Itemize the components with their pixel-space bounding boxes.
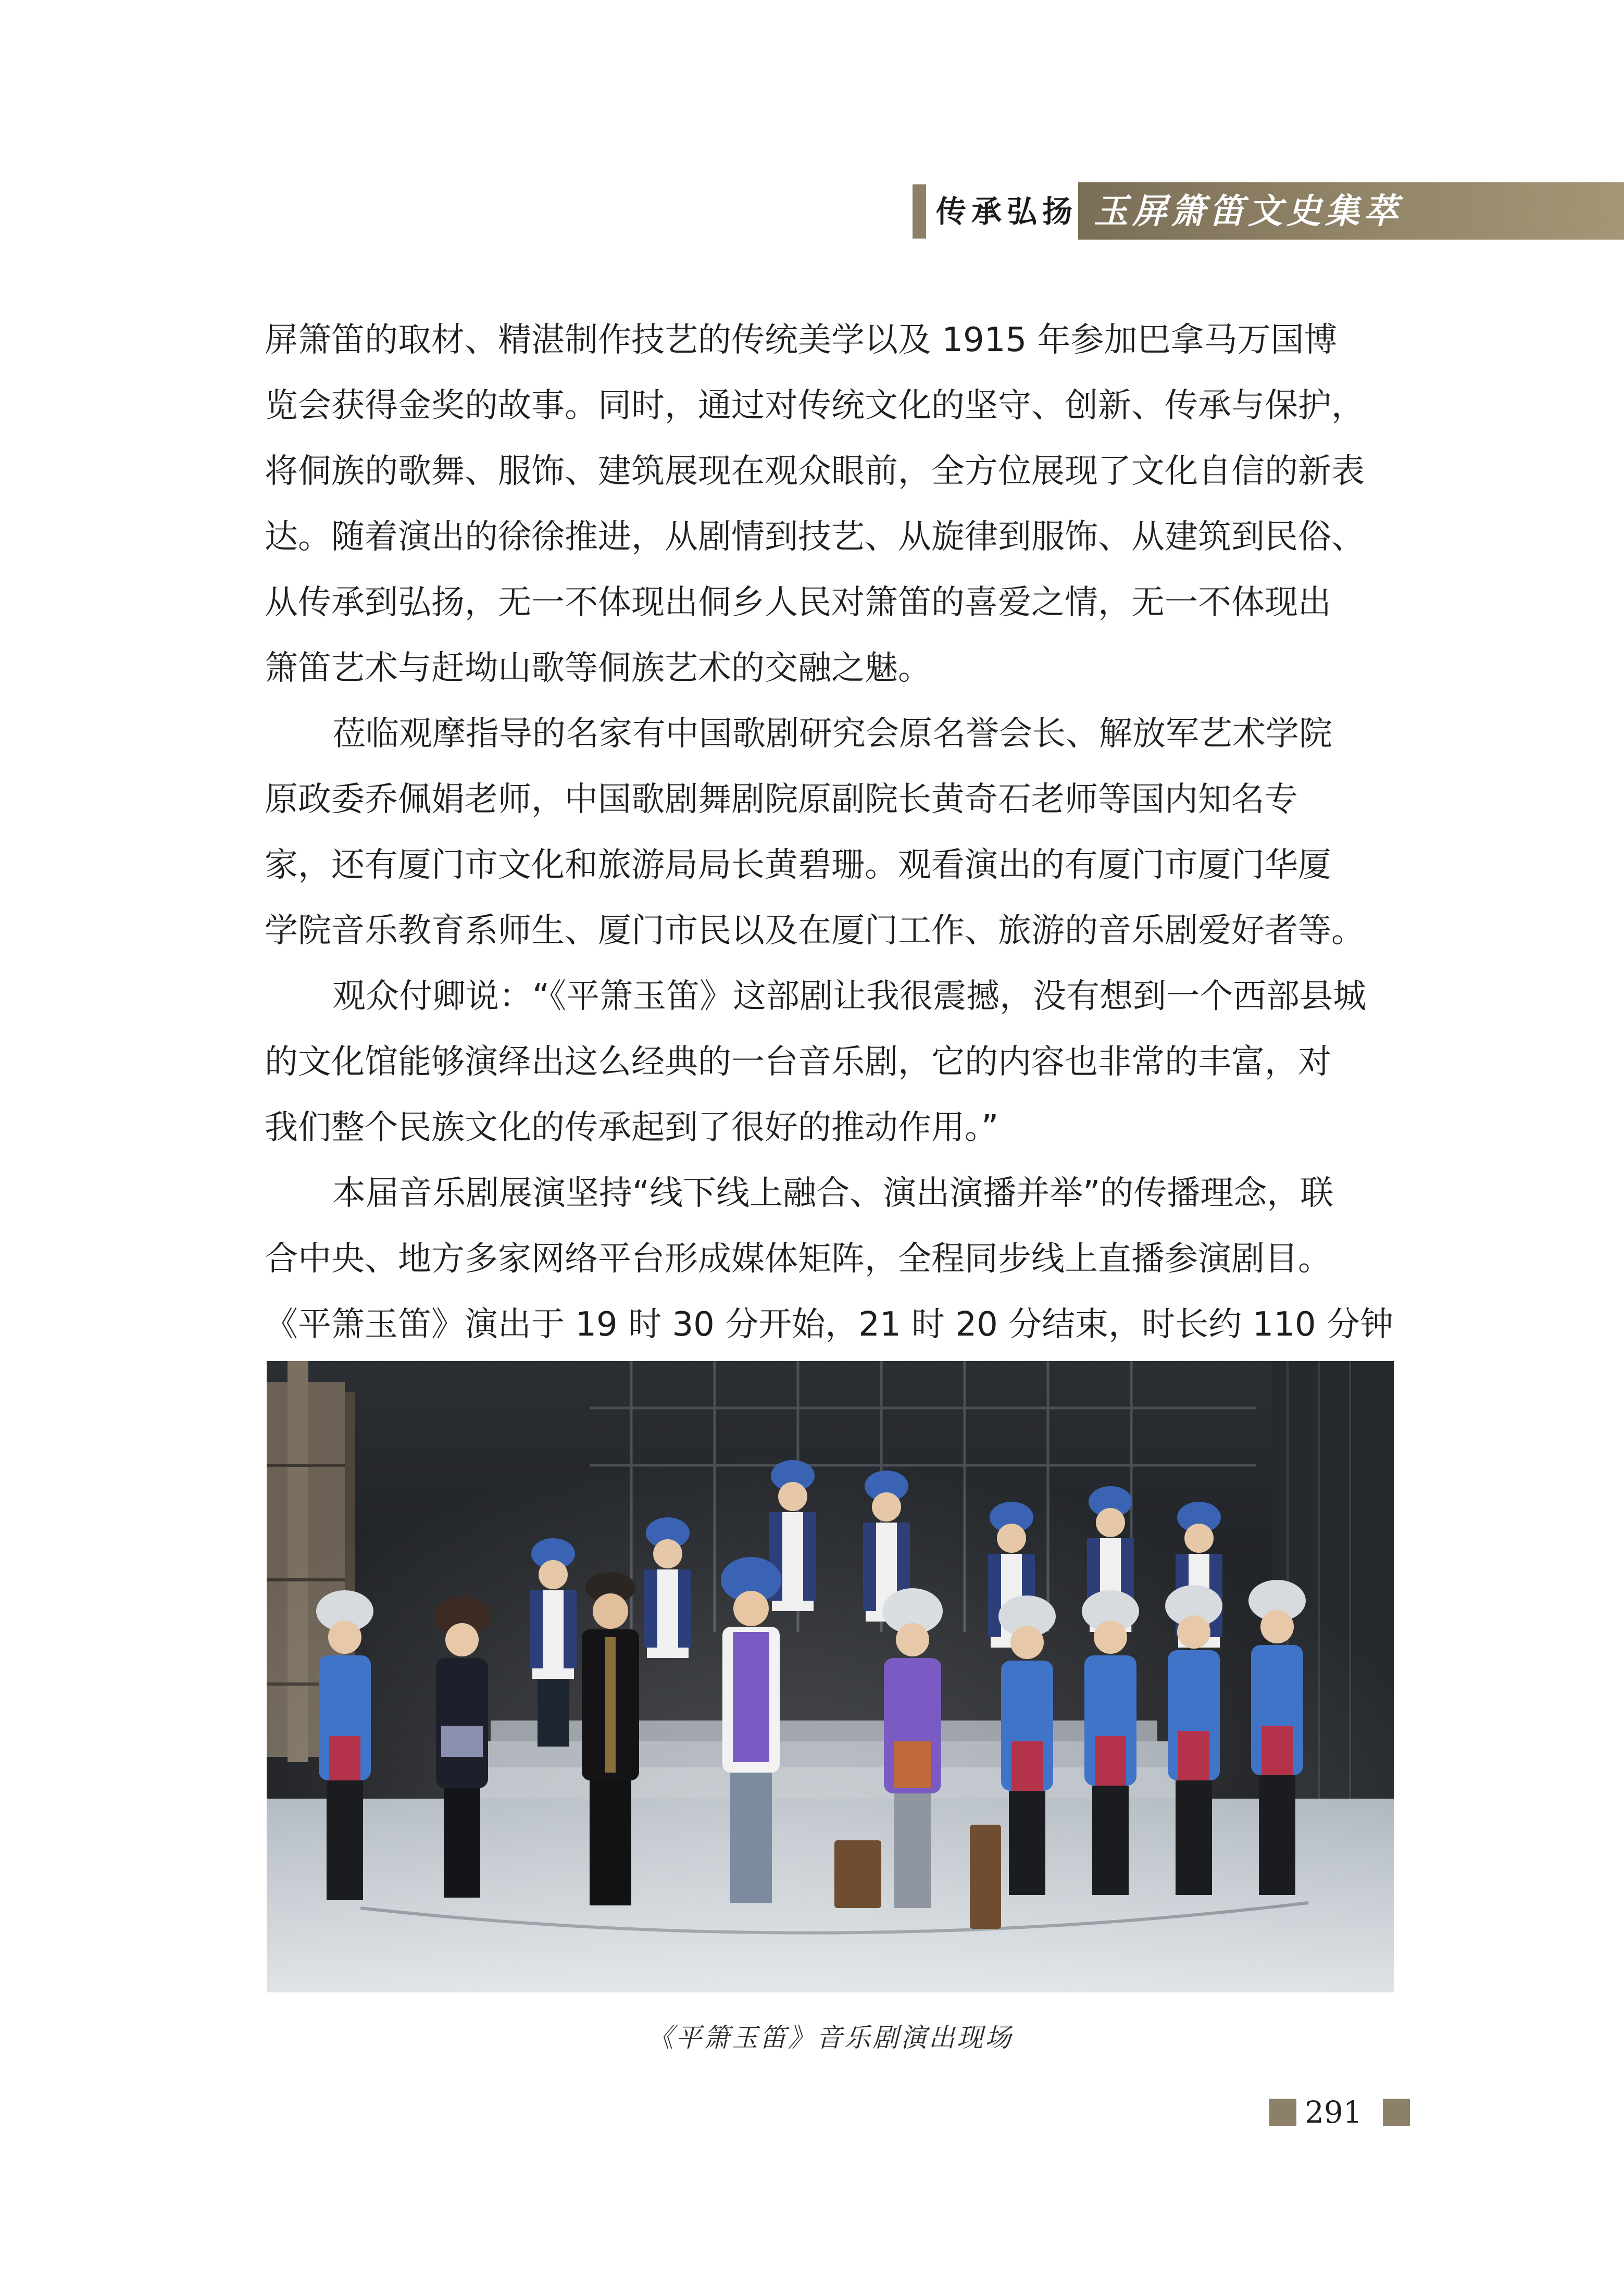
paragraph [265,307,1395,701]
page-number: 291 [1305,2095,1363,2130]
text-line: 原政委乔佩娟老师，中国歌剧舞剧院原副院长黄奇石老师等国内知名专 [265,780,1298,819]
text-line: 屏箫笛的取材、精湛制作技艺的传统美学以及 1915 年参加巴拿马万国博 [265,321,1338,359]
paragraph [265,1161,1395,1357]
text-line: 家，还有厦门市文化和旅游局局长黄碧珊。观看演出的有厦门市厦门华厦 [265,846,1331,884]
text-line: 的文化馆能够演绎出这么经典的一台音乐剧，它的内容也非常的丰富，对 [265,1043,1331,1081]
paragraph [265,964,1395,1161]
text-line: 将侗族的歌舞、服饰、建筑展现在观众眼前，全方位展现了文化自信的新表 [265,452,1365,491]
text-line: 达。随着演出的徐徐推进，从剧情到技艺、从旋律到服饰、从建筑到民俗、 [265,518,1365,556]
text-line: 观众付卿说：“《平箫玉笛》这部剧让我很震撼，没有想到一个西部县城 [332,977,1367,1016]
section-title: 传承弘扬 [936,194,1078,229]
text-line: 从传承到弘扬，无一不体现出侗乡人民对箫笛的喜爱之情，无一不体现出 [265,583,1331,622]
stage-performance-photo [267,1361,1394,1992]
text-line: 览会获得金奖的故事。同时，通过对传统文化的坚守、创新、传承与保护， [265,387,1365,425]
text-line: 学院音乐教育系师生、厦门市民以及在厦门工作、旅游的音乐剧爱好者等。 [265,912,1365,950]
text-line: 本届音乐剧展演坚持“线下线上融合、演出演播并举”的传播理念，联 [332,1174,1334,1213]
text-line: 箫笛艺术与赶坳山歌等侗族艺术的交融之魅。 [265,649,931,688]
text-line: 合中央、地方多家网络平台形成媒体矩阵，全程同步线上直播参演剧目。 [265,1240,1331,1278]
article-body [265,307,1395,1357]
folio-ornament-left [1269,2099,1296,2126]
folio-ornament-right [1383,2099,1410,2126]
paragraph [265,701,1395,964]
photo-caption: 《平箫玉笛》音乐剧演出现场 [647,2023,1013,2053]
book-title: 玉屏箫笛文史集萃 [1094,191,1402,231]
text-line: 《平箫玉笛》演出于 19 时 30 分开始，21 时 20 分结束，时长约 110 分钟 [265,1305,1393,1344]
header-accent-bar [913,184,926,239]
text-line: 莅临观摩指导的名家有中国歌剧研究会原名誉会长、解放军艺术学院 [332,715,1332,753]
text-line: 我们整个民族文化的传承起到了很好的推动作用。” [265,1108,999,1147]
